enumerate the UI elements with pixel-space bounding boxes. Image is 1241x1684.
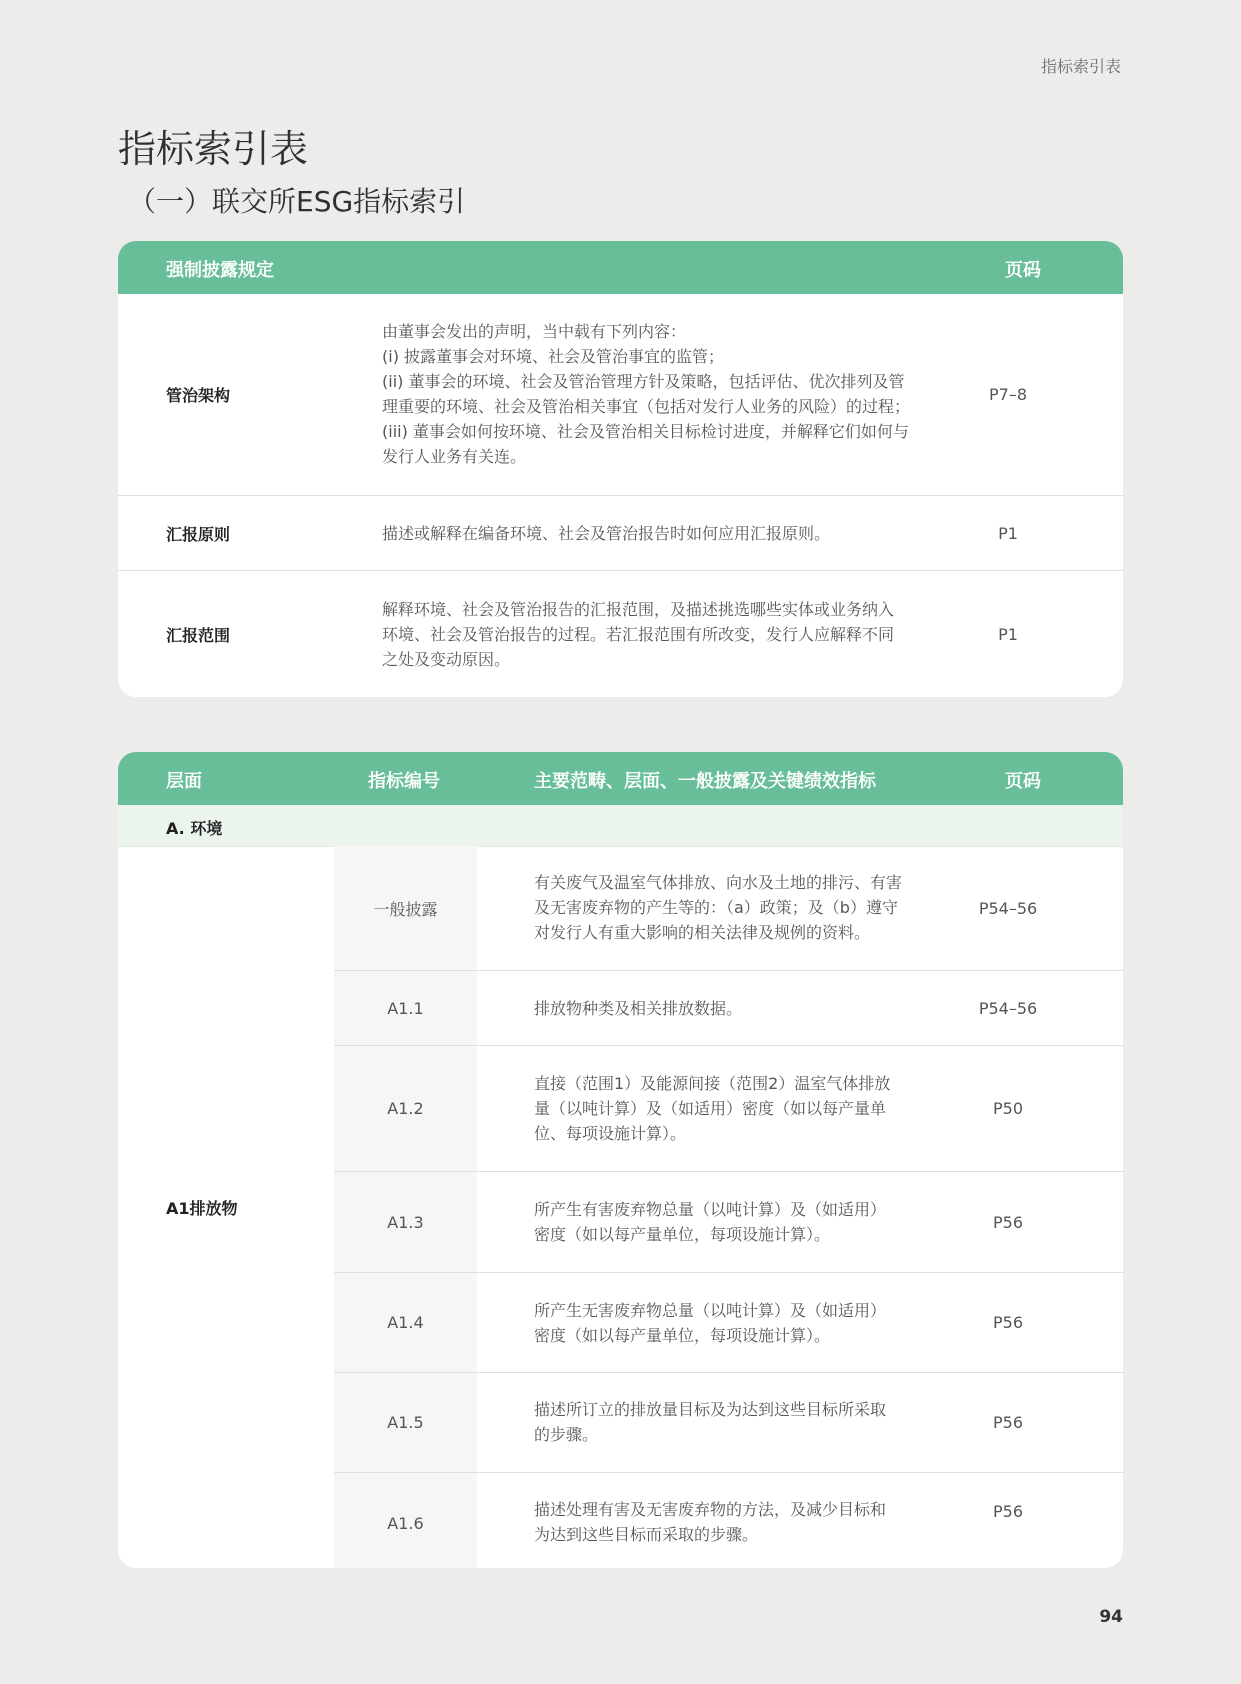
- row-page: P56: [992, 1313, 1023, 1332]
- row-label: 汇报范围: [166, 626, 231, 645]
- table-row: [118, 571, 1123, 697]
- table-row: [334, 1172, 1123, 1273]
- header-aspect: 层面: [166, 771, 202, 792]
- row-description: 解释环境、社会及管治报告的汇报范围，及描述挑选哪些实体或业务纳入 环境、社会及管治报告的过程。若汇报范围有所改变，发行人应解释不同 之处及变动原因。: [382, 600, 895, 669]
- kpi-rows: [334, 846, 1123, 1568]
- table-row: [334, 1273, 1123, 1373]
- row-page: P1: [998, 523, 1018, 543]
- row-code: A1.6: [387, 1513, 424, 1533]
- header-page: 页码: [1005, 260, 1041, 281]
- running-head: 指标索引表: [1040, 57, 1121, 76]
- table-row: [334, 1046, 1123, 1172]
- row-description: 有关废气及温室气体排放、向水及土地的排污、有害 及无害废弃物的产生等的：（a）政策；及（b）遵守 对发行人有重大影响的相关法律及规例的资料。: [534, 873, 903, 942]
- header-description: 主要范畴、层面、一般披露及关键绩效指标: [534, 771, 876, 792]
- row-page: P1: [998, 625, 1018, 644]
- header-code: 指标编号: [368, 771, 440, 792]
- mandatory-disclosure-table: [118, 241, 1123, 697]
- table-row: [118, 496, 1123, 571]
- section-subtitle: （一）联交所ESG指标索引: [128, 185, 466, 218]
- page-number: 94: [1099, 1607, 1123, 1627]
- row-code: 一般披露: [373, 899, 438, 919]
- row-page: P7–8: [988, 385, 1027, 404]
- row-label: 汇报原则: [166, 524, 231, 544]
- row-description: 所产生无害废弃物总量（以吨计算）及（如适用） 密度（如以每产量单位，每项设施计算）。: [534, 1301, 887, 1345]
- row-page: P56: [992, 1413, 1023, 1432]
- row-page: P54–56: [978, 898, 1038, 918]
- table-row: [334, 846, 1123, 971]
- table-row: [118, 294, 1123, 496]
- header-page: 页码: [1005, 771, 1041, 792]
- row-page: P56: [992, 1501, 1023, 1521]
- row-description: 描述或解释在编备环境、社会及管治报告时如何应用汇报原则。: [382, 523, 831, 543]
- table-header: [118, 752, 1123, 805]
- esg-index-table: [118, 752, 1123, 1568]
- row-code: A1.2: [387, 1099, 424, 1118]
- row-code: A1.1: [387, 998, 424, 1018]
- aspect-label: A1排放物: [166, 1198, 238, 1218]
- row-code: A1.4: [387, 1313, 424, 1332]
- row-label: 管治架构: [166, 386, 231, 405]
- row-description: 描述处理有害及无害废弃物的方法，及减少目标和 为达到这些目标而采取的步骤。: [534, 1500, 887, 1544]
- row-description: 描述所订立的排放量目标及为达到这些目标所采取 的步骤。: [534, 1400, 887, 1444]
- row-description: 直接（范围1）及能源间接（范围2）温室气体排放 量（以吨计算）及（如适用）密度（如以每产量单 位、每项设施计算）。: [534, 1074, 891, 1143]
- row-code: A1.3: [387, 1212, 424, 1232]
- section-row-environment: [118, 805, 1123, 847]
- table-row: [334, 971, 1123, 1046]
- row-page: P56: [992, 1212, 1023, 1232]
- row-description: 所产生有害废弃物总量（以吨计算）及（如适用） 密度（如以每产量单位，每项设施计算）。: [534, 1200, 887, 1244]
- row-description: 排放物种类及相关排放数据。: [534, 998, 743, 1018]
- row-description: 由董事会发出的声明，当中载有下列内容： (i) 披露董事会对环境、社会及管治事宜的监管； (ii) 董事会的环境、社会及管治管理方针及策略，包括评估、优次排列及管 理重要的环境、社会及管治相关事宜（包括对发行人业务的风险）的过程； (iii) 董事会如何按环境、社会及管治相关目标检讨进度，并解释它们如何与 发行人业务有关连。: [382, 322, 911, 466]
- table-header: [118, 241, 1123, 294]
- table-row: [334, 1373, 1123, 1473]
- row-page: P50: [992, 1099, 1023, 1118]
- header-mandatory: 强制披露规定: [166, 260, 274, 281]
- table-row: [334, 1473, 1123, 1568]
- page-title: 指标索引表: [118, 127, 309, 171]
- row-code: A1.5: [387, 1413, 424, 1432]
- row-page: P54–56: [978, 998, 1038, 1018]
- section-label: A. 环境: [166, 819, 223, 838]
